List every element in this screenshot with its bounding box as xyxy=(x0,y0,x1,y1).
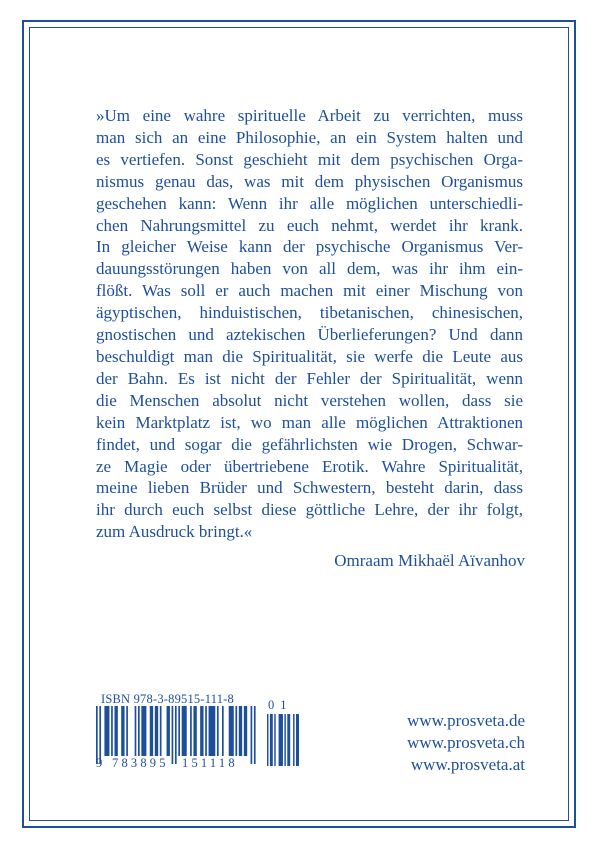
barcode-bar xyxy=(160,706,162,756)
barcode-bar xyxy=(229,706,234,756)
barcode-bar xyxy=(150,706,153,756)
barcode-bar xyxy=(111,706,113,756)
quote-line: gnostischen und aztekischen Überlieferungen? Und dann xyxy=(96,325,523,345)
barcode-bar xyxy=(200,706,203,756)
barcode-bar xyxy=(217,706,219,756)
quote-line: In gleicher Weise kann der psychische Organismus Ver- xyxy=(96,237,523,257)
quote-line: »Um eine wahre spirituelle Arbeit zu verrichten, muss xyxy=(96,106,523,125)
barcode-bar xyxy=(167,706,170,756)
barcode-bar xyxy=(222,706,224,756)
barcode-bar xyxy=(135,706,137,756)
quote-line: zum Ausdruck bringt.« xyxy=(96,522,253,542)
quote-line: ze Magie oder übertriebene Erotik. Wahre Spiritualität, xyxy=(96,456,523,476)
barcode-bar xyxy=(287,714,290,766)
barcode-bar xyxy=(182,706,187,756)
quote-line: die Menschen absolut nicht verstehen wollen, dass sie xyxy=(96,390,523,410)
barcode-bar xyxy=(138,706,140,756)
isbn-label: ISBN 978-3-89515-111-8 xyxy=(101,692,234,706)
barcode-bar xyxy=(284,714,285,766)
barcode-bar xyxy=(209,706,216,756)
ean-left-digits: 783895 xyxy=(112,756,169,770)
barcode-bar xyxy=(267,714,268,766)
quote-line: meine lieben Brüder und Schwestern, besteht darin, dass xyxy=(96,478,523,498)
barcode-bar xyxy=(190,706,192,756)
quote-line: geschehen kann: Wenn ihr alle möglichen unterschiedli- xyxy=(96,193,523,213)
quote-line: es vertiefen. Sonst geschieht mit dem psychischen Orga- xyxy=(96,149,523,169)
addon-digits: 01 xyxy=(268,698,293,712)
addon-barcode-bars xyxy=(267,714,299,766)
quote-line: ägyptischen, hinduistischen, tibetanischen, chinesischen, xyxy=(96,303,523,323)
ean-right-digits: 151118 xyxy=(182,756,238,770)
barcode-bar xyxy=(279,714,283,766)
quote-line: beschuldigt man die Spiritualität, sie werfe die Leute aus xyxy=(96,346,523,366)
barcode-bar xyxy=(239,706,242,756)
quote-text xyxy=(96,105,523,543)
ean-first-digit: 9 xyxy=(96,756,103,770)
barcode-bar xyxy=(254,706,256,764)
ean-digits xyxy=(96,756,238,771)
barcode-bar xyxy=(141,706,146,756)
barcode-bar xyxy=(104,706,109,756)
barcode-bar xyxy=(235,706,237,756)
barcode-bar xyxy=(251,706,253,764)
barcode-bar xyxy=(244,706,247,756)
barcode-bar xyxy=(205,706,207,756)
quote-line: der Bahn. Es ist nicht der Fehler der Spiritualität, wenn xyxy=(96,368,523,388)
quote-line: findet, und sogar die gefährlichsten wie Drogen, Schwar- xyxy=(96,434,523,454)
barcode-bar xyxy=(121,706,124,756)
quote-line: chen Nahrungsmittel zu euch nehmt, werdet ihr krank. xyxy=(96,215,523,235)
barcode-bar xyxy=(155,706,158,756)
quote-line: kein Marktplatz ist, wo man alle möglichen Attraktionen xyxy=(96,412,523,432)
barcode-bar xyxy=(114,706,117,756)
barcode-bar xyxy=(296,714,299,766)
barcode-bar xyxy=(193,706,196,756)
quote-line: man sich an eine Philosophie, an ein System halten und xyxy=(96,127,523,147)
quote-line: nismus genau das, was mit dem physischen Organismus xyxy=(96,171,523,191)
barcode-bar xyxy=(293,714,294,766)
quote-line: dauungsstörungen haben von all dem, was ihr ihm ein- xyxy=(96,259,523,279)
quote-line: ihr durch euch selbst diese göttliche Lehre, der ihr folgt, xyxy=(96,500,523,520)
barcode-bar xyxy=(178,706,180,756)
isbn-barcode xyxy=(96,692,309,776)
website-link[interactable]: www.prosveta.de xyxy=(407,711,525,730)
website-link[interactable]: www.prosveta.ch xyxy=(407,733,525,752)
website-link[interactable]: www.prosveta.at xyxy=(410,755,525,774)
barcode-bar xyxy=(126,706,128,756)
quote-line: flößt. Was soll er auch machen mit einer Mischung von xyxy=(96,281,523,301)
author-name: Omraam Mikhaël Aïvanhov xyxy=(334,551,525,570)
barcode-bar xyxy=(274,714,275,766)
website-list xyxy=(407,710,525,776)
barcode-bar xyxy=(270,714,273,766)
